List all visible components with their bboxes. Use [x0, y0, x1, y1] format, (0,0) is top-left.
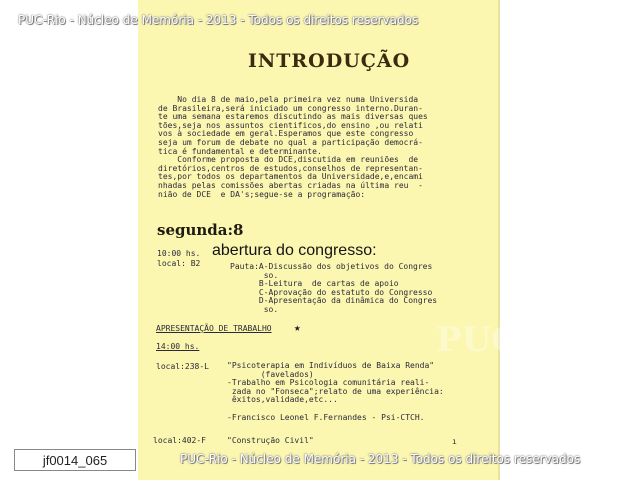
watermark-top: PUC-Rio - Núcleo de Memória - 2013 - Todos os direitos reservados	[18, 13, 419, 27]
session-time: 14:00 hs.	[156, 342, 200, 351]
archive-code-label: jf0014_065	[14, 449, 136, 471]
session-items: "Psicoterapia em Indivíduos de Baixa Renda" (favelados) -Trabalho em Psicologia comunitária reali- zada no "Fonseca";relato de uma experiência: êxitos,validade,etc... -Francisco Leonel F.Fernandes - Psi-CTCH.	[227, 361, 444, 422]
opening-time: 10:00 hs.	[157, 249, 201, 258]
document-title: INTRODUÇÃO	[248, 50, 411, 72]
ink-speck: ı	[452, 437, 457, 446]
watermark-bottom: PUC-Rio - Núcleo de Memória - 2013 - Todos os direitos reservados	[180, 452, 581, 466]
section-heading: APRESENTAÇÃO DE TRABALHO	[156, 324, 272, 333]
star-icon: ★	[294, 321, 301, 334]
second-local: local:402-F	[153, 436, 206, 445]
pauta-list: Pauta:A-Discussão dos objetivos do Congres so. B-Leitura de cartas de apoio C-Aprovação do estatuto do Congresso D-Apresentação da dinâmica do Congres so.	[230, 262, 438, 314]
day-heading: segunda:8	[157, 221, 244, 239]
intro-paragraph: No dia 8 de maio,pela primeira vez numa Universida de Brasileira,será iniciado um congresso interno.Duran- te uma semana estaremos discutindo as mais diversas ques tões,seja nos assuntos cientificos,do ensino ,ou relati vos à sociedade em geral.Esperamos que este congresso seja um forum de debate no qual a participação democrá- tica é fundamental e determinante. Conforme proposta do DCE,discutida em reuniões de diretórios,centros de estudos,conselhos de representan- tes,por todos os departamentos da Universidade,e,encami nhadas pelas comissões abertas criadas na última reu - nião de DCE e DA's;segue-se a programação:	[158, 95, 428, 199]
opening-title: abertura do congresso:	[212, 242, 377, 259]
faint-puc-watermark: PUC	[436, 320, 519, 360]
second-item: "Construção Civil"	[227, 436, 314, 445]
session-local: local:238-L	[156, 362, 209, 371]
opening-local: local: B2	[157, 259, 201, 268]
